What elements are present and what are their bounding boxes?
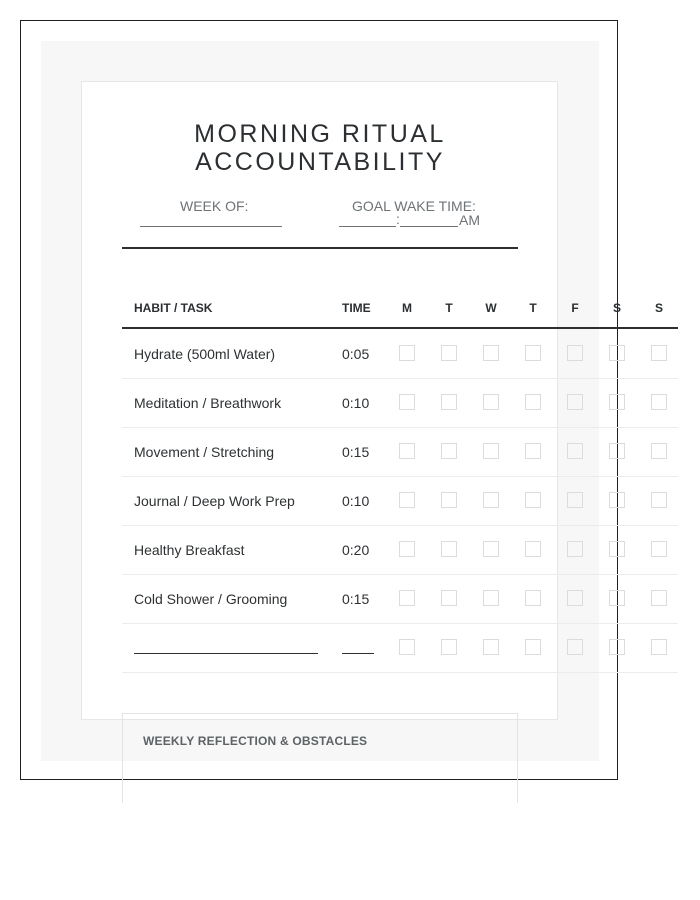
day-checkbox[interactable] [651,345,667,361]
habit-task: Cold Shower / Grooming [134,591,288,607]
column-header-task: HABIT / TASK [134,301,213,315]
habit-time: 0:05 [342,346,370,362]
habit-time: 0:15 [342,444,370,460]
wake-am-label: AM [459,212,480,228]
day-checkbox[interactable] [525,590,541,606]
day-checkbox[interactable] [399,590,415,606]
page-title [120,120,520,176]
day-checkbox[interactable] [525,345,541,361]
day-checkbox[interactable] [567,345,583,361]
column-header-day: W [485,301,497,315]
wake-hour-field[interactable] [339,226,396,227]
day-checkbox[interactable] [651,639,667,655]
day-checkbox[interactable] [441,590,457,606]
day-checkbox[interactable] [483,345,499,361]
column-header-day: M [402,301,412,315]
day-checkbox[interactable] [399,394,415,410]
column-header-day: F [571,301,579,315]
habit-task: Movement / Stretching [134,444,275,460]
day-checkbox[interactable] [609,639,625,655]
day-checkbox[interactable] [441,492,457,508]
day-checkbox[interactable] [567,639,583,655]
day-checkbox[interactable] [651,394,667,410]
day-checkbox[interactable] [525,394,541,410]
day-checkbox[interactable] [399,492,415,508]
day-checkbox[interactable] [483,492,499,508]
day-checkbox[interactable] [525,639,541,655]
day-checkbox[interactable] [651,443,667,459]
day-checkbox[interactable] [441,345,457,361]
habit-task: Healthy Breakfast [134,542,245,558]
day-checkbox[interactable] [525,443,541,459]
day-checkbox[interactable] [567,443,583,459]
weekly-reflection-box[interactable] [122,713,518,803]
day-checkbox[interactable] [483,541,499,557]
day-checkbox[interactable] [609,443,625,459]
habit-task: Hydrate (500ml Water) [134,346,276,362]
day-checkbox[interactable] [567,541,583,557]
wake-time-colon: : [396,211,400,227]
day-checkbox[interactable] [567,394,583,410]
habit-time: 0:20 [342,542,370,558]
habit-time: 0:10 [342,493,370,509]
day-checkbox[interactable] [651,541,667,557]
day-checkbox[interactable] [483,394,499,410]
title-line-2: ACCOUNTABILITY [195,148,445,176]
table-row [122,574,678,624]
column-header-day: S [612,301,621,315]
week-of-field[interactable] [140,226,282,227]
day-checkbox[interactable] [483,443,499,459]
day-checkbox[interactable] [609,394,625,410]
habit-time: 0:15 [342,591,370,607]
column-header-time: TIME [342,301,371,315]
table-row [122,427,678,477]
day-checkbox[interactable] [525,492,541,508]
day-checkbox[interactable] [567,492,583,508]
day-checkbox[interactable] [609,590,625,606]
blank-time-field[interactable] [342,653,374,654]
habit-time: 0:10 [342,395,370,411]
table-row [122,525,678,575]
goal-wake-time-label: GOAL WAKE TIME: [352,198,476,214]
day-checkbox[interactable] [399,541,415,557]
header-divider [122,247,518,249]
day-checkbox[interactable] [483,639,499,655]
day-checkbox[interactable] [399,345,415,361]
title-line-1: MORNING RITUAL [194,120,446,148]
column-header-day: T [529,301,537,315]
day-checkbox[interactable] [609,541,625,557]
day-checkbox[interactable] [609,345,625,361]
day-checkbox[interactable] [441,541,457,557]
table-row [122,378,678,428]
table-row [122,329,678,379]
habit-task: Meditation / Breathwork [134,395,282,411]
column-header-day: S [654,301,663,315]
day-checkbox[interactable] [651,590,667,606]
day-checkbox[interactable] [441,443,457,459]
day-checkbox[interactable] [399,639,415,655]
table-row [122,476,678,526]
day-checkbox[interactable] [651,492,667,508]
day-checkbox[interactable] [441,639,457,655]
day-checkbox[interactable] [567,590,583,606]
day-checkbox[interactable] [483,590,499,606]
table-row [122,623,678,673]
wake-minute-field[interactable] [400,226,458,227]
week-of-label: WEEK OF: [180,198,249,214]
day-checkbox[interactable] [399,443,415,459]
blank-task-field[interactable] [134,653,318,654]
column-header-day: T [445,301,453,315]
day-checkbox[interactable] [441,394,457,410]
reflection-title: WEEKLY REFLECTION & OBSTACLES [143,734,368,748]
habit-task: Journal / Deep Work Prep [134,493,295,509]
day-checkbox[interactable] [525,541,541,557]
day-checkbox[interactable] [609,492,625,508]
